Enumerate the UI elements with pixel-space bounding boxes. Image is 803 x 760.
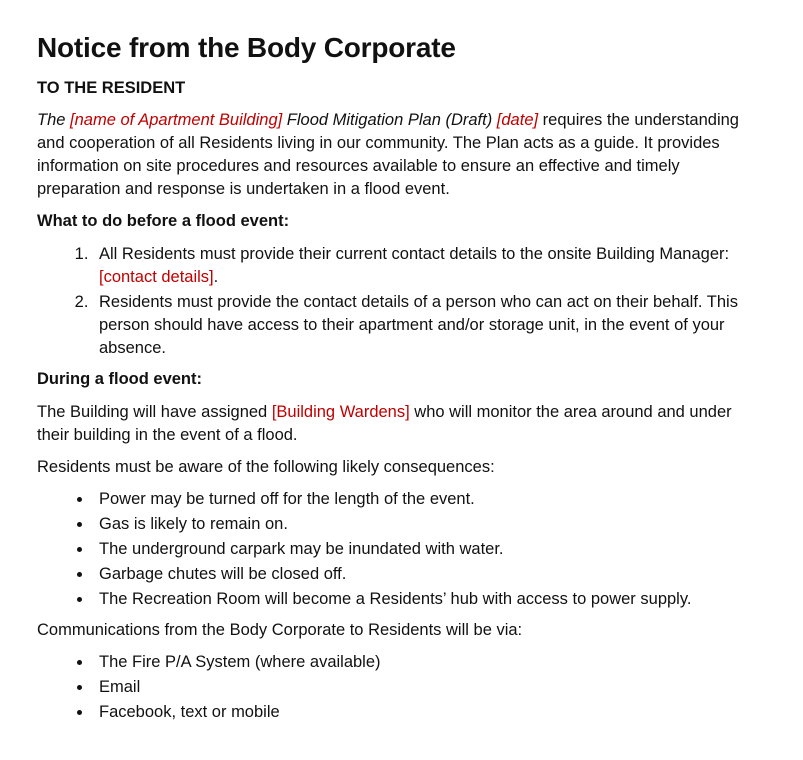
- consequences-intro: Residents must be aware of the following likely consequences:: [37, 458, 495, 476]
- page-title: Notice from the Body Corporate: [37, 32, 456, 63]
- placeholder-contact-details: [contact details]: [99, 268, 214, 286]
- list-item: • Facebook, text or mobile: [93, 701, 763, 724]
- before-item-1-end: .: [213, 268, 219, 286]
- intro-plan-name: Flood Mitigation Plan (Draft): [282, 111, 497, 129]
- intro-body: requires the understanding and cooperation of all Residents living in our community. The Plan acts as a guide. It provides information on site procedures and resources available to ensure an effective and timely preparation and response is undertaken in a flood event.: [37, 111, 739, 198]
- before-heading: What to do before a flood event:: [37, 212, 290, 230]
- wardens-text-1: The Building will have assigned: [37, 403, 272, 421]
- before-list: [37, 243, 763, 360]
- placeholder-building-name: [name of Apartment Building]: [70, 111, 283, 129]
- addressee-line: TO THE RESIDENT: [37, 79, 186, 97]
- consequences-list: [37, 488, 763, 611]
- wardens-paragraph: [37, 401, 763, 447]
- list-item: • The Recreation Room will become a Residents’ hub with access to power supply.: [93, 588, 763, 611]
- communications-intro: Communications from the Body Corporate to Residents will be via:: [37, 621, 523, 639]
- placeholder-building-wardens: [Building Wardens]: [271, 403, 410, 421]
- before-item-2: 2. Residents must provide the contact details of a person who can act on their behalf. This person should have access to their apartment and/or storage unit, in the event of your absence.: [93, 291, 763, 360]
- during-heading: During a flood event:: [37, 370, 202, 388]
- list-item: • Power may be turned off for the length of the event.: [93, 488, 763, 511]
- communications-list: [37, 651, 763, 724]
- intro-paragraph: [37, 109, 763, 201]
- list-item: • Garbage chutes will be closed off.: [93, 563, 763, 586]
- list-item: • The underground carpark may be inundated with water.: [93, 538, 763, 561]
- list-item: • Email: [93, 676, 763, 699]
- list-item: • The Fire P/A System (where available): [93, 651, 763, 674]
- placeholder-date: [date]: [496, 111, 539, 129]
- before-item-1-text: All Residents must provide their current contact details to the onsite Building Manager:: [99, 245, 730, 263]
- list-item: • Gas is likely to remain on.: [93, 513, 763, 536]
- intro-the: The: [37, 111, 71, 129]
- before-item-1: [93, 243, 763, 289]
- wardens-text-2: who will monitor the area around and under their building in the event of a flood.: [37, 403, 732, 444]
